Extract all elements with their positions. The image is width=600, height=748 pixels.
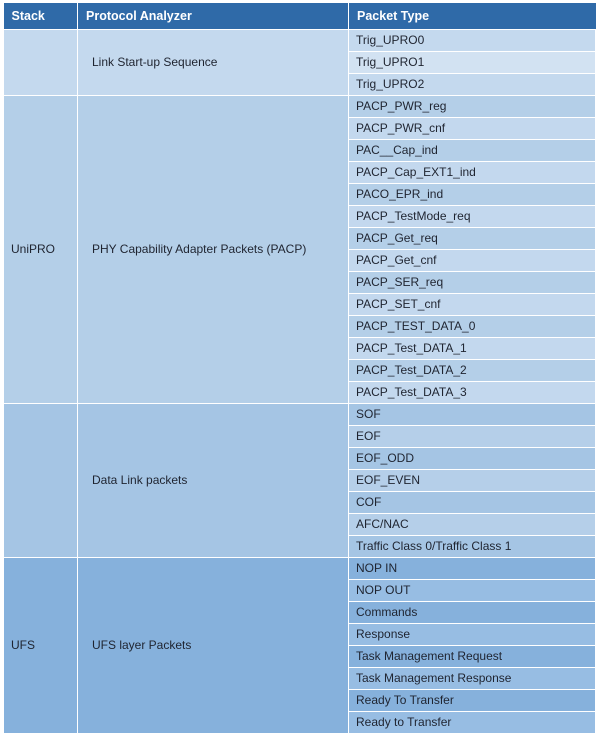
stack-cell: UniPRO xyxy=(4,96,78,404)
packet-type-table xyxy=(3,3,596,734)
table-row xyxy=(4,558,596,580)
packet-type-cell: NOP IN xyxy=(349,558,596,580)
stack-cell: UFS xyxy=(4,558,78,734)
packet-type-cell: AFC/NAC xyxy=(349,514,596,536)
packet-type-cell: Ready to Transfer xyxy=(349,712,596,734)
stack-cell xyxy=(4,404,78,558)
packet-type-cell: NOP OUT xyxy=(349,580,596,602)
packet-type-cell: PACP_TestMode_req xyxy=(349,206,596,228)
packet-type-cell: Response xyxy=(349,624,596,646)
protocol-analyzer-cell: Data Link packets xyxy=(78,404,349,558)
header-row xyxy=(4,3,596,30)
table-header xyxy=(4,3,596,30)
packet-type-cell: SOF xyxy=(349,404,596,426)
packet-type-cell: PACP_TEST_DATA_0 xyxy=(349,316,596,338)
table-row xyxy=(4,30,596,52)
protocol-analyzer-cell: PHY Capability Adapter Packets (PACP) xyxy=(78,96,349,404)
packet-type-cell: PACP_PWR_cnf xyxy=(349,118,596,140)
packet-type-cell: EOF_EVEN xyxy=(349,470,596,492)
packet-type-cell: Traffic Class 0/Traffic Class 1 xyxy=(349,536,596,558)
packet-type-cell: PACP_Test_DATA_1 xyxy=(349,338,596,360)
packet-type-cell: PAC__Cap_ind xyxy=(349,140,596,162)
protocol-analyzer-cell: UFS layer Packets xyxy=(78,558,349,734)
packet-type-cell: PACP_Get_req xyxy=(349,228,596,250)
packet-type-cell: Trig_UPRO1 xyxy=(349,52,596,74)
packet-type-cell: COF xyxy=(349,492,596,514)
packet-type-cell: PACP_SET_cnf xyxy=(349,294,596,316)
packet-type-cell: Commands xyxy=(349,602,596,624)
table-body xyxy=(4,30,596,734)
packet-type-cell: PACP_Cap_EXT1_ind xyxy=(349,162,596,184)
stack-cell xyxy=(4,30,78,96)
packet-type-cell: Task Management Request xyxy=(349,646,596,668)
packet-type-cell: EOF_ODD xyxy=(349,448,596,470)
packet-type-cell: Ready To Transfer xyxy=(349,690,596,712)
packet-type-cell: PACP_Test_DATA_2 xyxy=(349,360,596,382)
header-packet-type: Packet Type xyxy=(349,3,596,30)
packet-type-cell: PACP_Get_cnf xyxy=(349,250,596,272)
packet-type-cell: PACO_EPR_ind xyxy=(349,184,596,206)
packet-type-cell: EOF xyxy=(349,426,596,448)
packet-table-container xyxy=(3,3,595,734)
packet-type-cell: PACP_PWR_reg xyxy=(349,96,596,118)
table-row xyxy=(4,404,596,426)
packet-type-cell: Trig_UPRO0 xyxy=(349,30,596,52)
header-stack: Stack xyxy=(4,3,78,30)
protocol-analyzer-cell: Link Start-up Sequence xyxy=(78,30,349,96)
packet-type-cell: PACP_SER_req xyxy=(349,272,596,294)
packet-type-cell: PACP_Test_DATA_3 xyxy=(349,382,596,404)
header-protocol-analyzer: Protocol Analyzer xyxy=(78,3,349,30)
packet-type-cell: Task Management Response xyxy=(349,668,596,690)
packet-type-cell: Trig_UPRO2 xyxy=(349,74,596,96)
table-row xyxy=(4,96,596,118)
